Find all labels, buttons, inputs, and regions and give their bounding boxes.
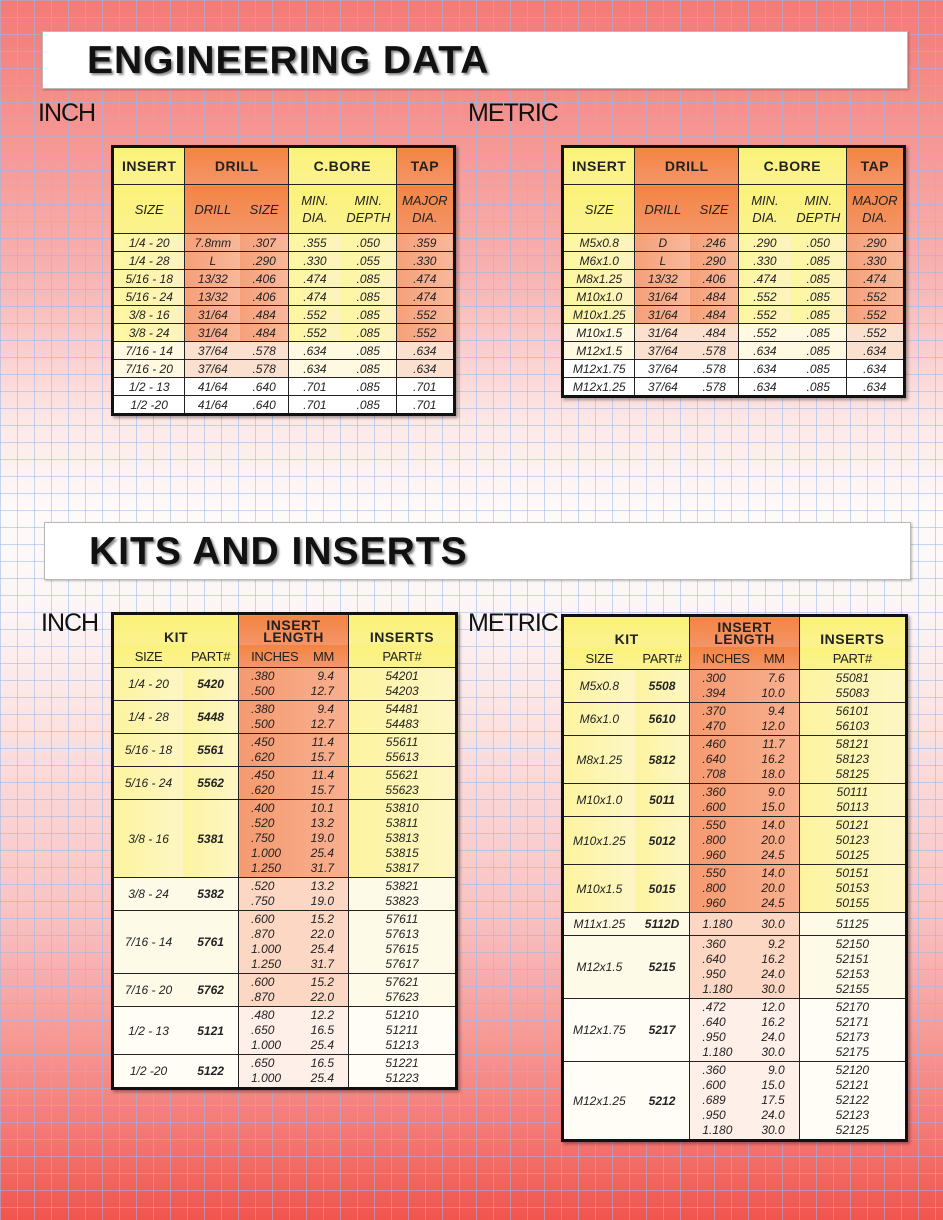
kit-size: M10x1.0 [563,784,635,817]
kit-inserts: 53821 53823 [349,878,457,911]
kit-lengths: .450 11.4 .620 15.7 [239,767,349,800]
cell-major-dia: .474 [846,270,904,288]
kits-inch-table [111,612,458,1090]
subheader-inserts-part: PART# [349,645,457,668]
cell-drill: 31/64 [635,306,690,324]
kits-inch-body [113,668,457,1089]
kit-part: 5420 [183,668,238,701]
subheader-drill: DRILL [635,185,690,234]
kit-size: 5/16 - 18 [113,734,184,767]
kit-row [563,736,907,784]
cell-drill-size: .406 [240,270,288,288]
kit-row [113,800,457,878]
cell-drill: 37/64 [635,360,690,378]
kit-row [563,670,907,703]
table-row [563,360,905,378]
cell-major-dia: .634 [846,378,904,397]
subheader-major-dia: MAJOR DIA. [396,185,454,234]
kit-lengths: .460 11.7 .640 16.2 .708 18.0 [690,736,799,784]
cell-drill-size: .484 [240,306,288,324]
kit-inserts: 57611 57613 57615 57617 [349,911,457,974]
cell-drill-size: .406 [240,288,288,306]
kit-part: 5217 [635,999,690,1062]
subheader-part: PART# [183,645,238,668]
kit-row [563,865,907,913]
cell-min-dia: .634 [289,342,341,360]
cell-drill-size: .246 [690,234,738,252]
cell-min-depth: .085 [791,306,846,324]
kit-row [113,668,457,701]
cell-size: M12x1.25 [563,378,635,397]
cell-drill-size: .578 [240,342,288,360]
cell-drill-size: .640 [240,378,288,396]
subheader-inches-mm: INCHES MM [239,645,349,668]
kit-lengths: .300 7.6 .394 10.0 [690,670,799,703]
cell-major-dia: .330 [396,252,454,270]
cell-min-depth: .085 [791,270,846,288]
cell-drill: 13/32 [185,288,240,306]
header-insert: INSERT [563,147,635,185]
kit-lengths: .472 12.0 .640 16.2 .950 24.0 1.180 30.0 [690,999,799,1062]
kit-row [563,703,907,736]
kit-row [113,878,457,911]
engineering-inch-header [113,147,455,234]
kit-size: 5/16 - 24 [113,767,184,800]
kit-size: M11x1.25 [563,913,635,936]
cell-size: M12x1.75 [563,360,635,378]
cell-min-dia: .474 [289,270,341,288]
kit-inserts: 52150 52151 52153 52155 [799,936,906,999]
cell-min-depth: .085 [341,288,396,306]
table-row [113,360,455,378]
kit-lengths: .600 15.2 .870 22.0 1.000 25.4 1.250 31.7 [239,911,349,974]
kit-size: 1/2 - 13 [113,1007,184,1055]
table-row [563,324,905,342]
cell-size: 5/16 - 24 [113,288,185,306]
kit-row [113,1007,457,1055]
cell-size: M12x1.5 [563,342,635,360]
table-row [113,234,455,252]
kit-row [113,974,457,1007]
cell-drill-size: .406 [690,270,738,288]
kit-size: M6x1.0 [563,703,635,736]
header-insert-length: INSERT LENGTH [690,616,799,648]
kit-part: 5012 [635,817,690,865]
header-kit: KIT [563,616,690,648]
cell-drill: L [635,252,690,270]
cell-drill-size: .640 [240,396,288,415]
cell-size: 7/16 - 20 [113,360,185,378]
cell-min-dia: .634 [739,360,791,378]
kit-part: 5122 [183,1055,238,1089]
cell-drill: 41/64 [185,396,240,415]
cell-major-dia: .634 [396,342,454,360]
kit-lengths: .370 9.4 .470 12.0 [690,703,799,736]
kit-size: 7/16 - 20 [113,974,184,1007]
cell-major-dia: .701 [396,396,454,415]
kit-size: 1/4 - 20 [113,668,184,701]
engineering-metric-body [563,234,905,397]
engineering-metric-header [563,147,905,234]
subheader-size: SIZE [113,185,185,234]
header-inserts: INSERTS [799,616,906,648]
cell-major-dia: .552 [846,288,904,306]
subheader-min-dia: MIN. DIA. [739,185,791,234]
kit-part: 5762 [183,974,238,1007]
header-inserts: INSERTS [349,614,457,646]
cell-major-dia: .634 [846,342,904,360]
kits-inch-header [113,614,457,668]
cell-drill: 41/64 [185,378,240,396]
kit-size: 1/2 -20 [113,1055,184,1089]
header-cbore: C.BORE [289,147,397,185]
kit-row [563,1062,907,1141]
subheader-drill-size: SIZE [690,185,738,234]
engineering-metric-table [561,145,906,398]
cell-drill-size: .484 [690,324,738,342]
kit-inserts: 50111 50113 [799,784,906,817]
cell-min-dia: .355 [289,234,341,252]
cell-min-dia: .330 [739,252,791,270]
cell-drill: 31/64 [185,306,240,324]
cell-drill-size: .484 [690,306,738,324]
cell-size: 1/2 -20 [113,396,185,415]
subheader-inches-mm: INCHES MM [690,647,799,670]
kit-size: M12x1.25 [563,1062,635,1141]
cell-size: M10x1.5 [563,324,635,342]
cell-size: 7/16 - 14 [113,342,185,360]
kit-inserts: 52170 52171 52173 52175 [799,999,906,1062]
cell-min-depth: .085 [791,342,846,360]
table-row [113,306,455,324]
cell-major-dia: .474 [396,270,454,288]
header-drill: DRILL [185,147,289,185]
kit-part: 5381 [183,800,238,878]
kit-size: M12x1.75 [563,999,635,1062]
kit-inserts: 56101 56103 [799,703,906,736]
kit-size: 3/8 - 16 [113,800,184,878]
subheader-drill-size: SIZE [240,185,288,234]
kits-inserts-title: KITS AND INSERTS [89,530,468,573]
kit-lengths: .550 14.0 .800 20.0 .960 24.5 [690,817,799,865]
cell-size: 1/2 - 13 [113,378,185,396]
cell-major-dia: .290 [846,234,904,252]
cell-drill-size: .578 [690,360,738,378]
engineering-inch-body [113,234,455,415]
cell-major-dia: .552 [396,306,454,324]
table-row [113,270,455,288]
subheader-part: PART# [635,647,690,670]
cell-min-dia: .474 [289,288,341,306]
kit-lengths: .480 12.2 .650 16.5 1.000 25.4 [239,1007,349,1055]
cell-min-depth: .085 [341,342,396,360]
cell-min-depth: .085 [341,270,396,288]
cell-min-depth: .085 [341,306,396,324]
header-cbore: C.BORE [739,147,847,185]
kit-lengths: .360 9.0 .600 15.0 .689 17.5 .950 24.0 1.180 30.0 [690,1062,799,1141]
cell-min-depth: .050 [341,234,396,252]
cell-min-dia: .552 [289,324,341,342]
cell-major-dia: .330 [846,252,904,270]
kit-inserts: 55621 55623 [349,767,457,800]
cell-drill-size: .307 [240,234,288,252]
kit-size: 7/16 - 14 [113,911,184,974]
kit-part: 5508 [635,670,690,703]
table-row [113,396,455,415]
kit-inserts: 51221 51223 [349,1055,457,1089]
kits-inserts-banner [44,522,911,580]
subheader-size: SIZE [563,185,635,234]
cell-size: 1/4 - 20 [113,234,185,252]
kit-row [563,913,907,936]
cell-drill-size: .484 [690,288,738,306]
kits-inch-label: INCH [41,609,99,637]
kits-metric-body [563,670,907,1141]
cell-min-depth: .085 [791,360,846,378]
table-row [563,342,905,360]
cell-major-dia: .701 [396,378,454,396]
kit-inserts: 51210 51211 51213 [349,1007,457,1055]
kit-row [113,911,457,974]
cell-min-depth: .085 [791,324,846,342]
cell-drill: 31/64 [185,324,240,342]
cell-major-dia: .552 [846,306,904,324]
kit-size: M8x1.25 [563,736,635,784]
kit-inserts: 54481 54483 [349,701,457,734]
cell-min-dia: .290 [739,234,791,252]
subheader-size: SIZE [563,647,635,670]
table-row [563,378,905,397]
kit-inserts: 58121 58123 58125 [799,736,906,784]
table-row [113,324,455,342]
cell-drill: 13/32 [185,270,240,288]
cell-min-dia: .330 [289,252,341,270]
cell-drill-size: .484 [240,324,288,342]
table-row [113,378,455,396]
cell-drill-size: .290 [690,252,738,270]
cell-drill-size: .578 [690,342,738,360]
kit-inserts: 52120 52121 52122 52123 52125 [799,1062,906,1141]
table-row [563,306,905,324]
subheader-inserts-part: PART# [799,647,906,670]
cell-min-depth: .085 [791,252,846,270]
cell-size: 3/8 - 24 [113,324,185,342]
kit-inserts: 57621 57623 [349,974,457,1007]
kit-inserts: 55611 55613 [349,734,457,767]
table-row [113,252,455,270]
kits-metric-label: METRIC [468,609,558,637]
cell-drill: 31/64 [635,288,690,306]
kit-size: M5x0.8 [563,670,635,703]
kit-inserts: 50151 50153 50155 [799,865,906,913]
kit-row [113,734,457,767]
cell-size: M10x1.0 [563,288,635,306]
cell-drill: D [635,234,690,252]
engineering-metric-label: METRIC [468,99,558,127]
cell-major-dia: .634 [396,360,454,378]
cell-major-dia: .474 [396,288,454,306]
kits-metric-header [563,616,907,670]
cell-drill: L [185,252,240,270]
kit-lengths: .380 9.4 .500 12.7 [239,668,349,701]
table-row [113,342,455,360]
header-tap: TAP [396,147,454,185]
cell-drill-size: .578 [240,360,288,378]
kit-part: 5610 [635,703,690,736]
cell-min-dia: .552 [739,306,791,324]
engineering-inch-table [111,145,456,416]
cell-min-depth: .085 [341,360,396,378]
kit-part: 5812 [635,736,690,784]
cell-drill: 37/64 [185,360,240,378]
kit-size: M10x1.5 [563,865,635,913]
cell-size: M6x1.0 [563,252,635,270]
kit-inserts: 53810 53811 53813 53815 53817 [349,800,457,878]
cell-size: M8x1.25 [563,270,635,288]
kit-part: 5212 [635,1062,690,1141]
kit-part: 5121 [183,1007,238,1055]
header-tap: TAP [846,147,904,185]
cell-drill: 7.8mm [185,234,240,252]
kit-row [563,817,907,865]
kit-part: 5448 [183,701,238,734]
kit-part: 5011 [635,784,690,817]
table-row [113,288,455,306]
table-row [563,270,905,288]
table-row [563,252,905,270]
header-drill: DRILL [635,147,739,185]
kit-inserts: 51125 [799,913,906,936]
cell-min-dia: .552 [739,288,791,306]
kit-inserts: 55081 55083 [799,670,906,703]
cell-min-depth: .085 [341,378,396,396]
cell-min-dia: .634 [289,360,341,378]
subheader-size: SIZE [113,645,184,668]
kit-lengths: .380 9.4 .500 12.7 [239,701,349,734]
kit-size: 3/8 - 24 [113,878,184,911]
cell-min-dia: .552 [739,324,791,342]
cell-min-depth: .085 [341,324,396,342]
kit-size: M10x1.25 [563,817,635,865]
cell-min-dia: .552 [289,306,341,324]
cell-min-depth: .085 [341,396,396,415]
cell-drill-size: .290 [240,252,288,270]
cell-min-dia: .634 [739,378,791,397]
kit-row [113,1055,457,1089]
kit-row [563,784,907,817]
kit-lengths: .400 10.1 .520 13.2 .750 19.0 1.000 25.4 1.250 31.7 [239,800,349,878]
kit-row [113,701,457,734]
subheader-min-depth: MIN. DEPTH [341,185,396,234]
table-row [563,288,905,306]
engineering-data-title: ENGINEERING DATA [87,39,490,82]
kit-part: 5215 [635,936,690,999]
kits-metric-table [561,614,908,1142]
cell-min-depth: .055 [341,252,396,270]
kit-row [563,936,907,999]
header-insert-length: INSERT LENGTH [239,614,349,646]
table-row [563,234,905,252]
cell-drill: 37/64 [635,378,690,397]
kit-size: M12x1.5 [563,936,635,999]
kit-lengths: .550 14.0 .800 20.0 .960 24.5 [690,865,799,913]
kit-lengths: .360 9.2 .640 16.2 .950 24.0 1.180 30.0 [690,936,799,999]
cell-size: M10x1.25 [563,306,635,324]
engineering-inch-label: INCH [38,99,96,127]
kit-lengths: .450 11.4 .620 15.7 [239,734,349,767]
kit-part: 5112D [635,913,690,936]
cell-size: 1/4 - 28 [113,252,185,270]
subheader-major-dia: MAJOR DIA. [846,185,904,234]
cell-drill: 37/64 [185,342,240,360]
cell-major-dia: .552 [396,324,454,342]
kit-part: 5382 [183,878,238,911]
kit-inserts: 50121 50123 50125 [799,817,906,865]
engineering-data-banner [42,31,908,89]
cell-drill: 13/32 [635,270,690,288]
kit-lengths: 1.180 30.0 [690,913,799,936]
cell-min-dia: .701 [289,378,341,396]
cell-drill: 37/64 [635,342,690,360]
kit-inserts: 54201 54203 [349,668,457,701]
kit-lengths: .650 16.5 1.000 25.4 [239,1055,349,1089]
kit-lengths: .600 15.2 .870 22.0 [239,974,349,1007]
cell-size: M5x0.8 [563,234,635,252]
kit-row [113,767,457,800]
kit-part: 5015 [635,865,690,913]
cell-min-dia: .634 [739,342,791,360]
subheader-min-depth: MIN. DEPTH [791,185,846,234]
cell-min-depth: .085 [791,288,846,306]
kit-row [563,999,907,1062]
kit-part: 5562 [183,767,238,800]
cell-min-dia: .474 [739,270,791,288]
kit-lengths: .520 13.2 .750 19.0 [239,878,349,911]
cell-size: 5/16 - 18 [113,270,185,288]
cell-drill-size: .578 [690,378,738,397]
header-insert: INSERT [113,147,185,185]
cell-min-dia: .701 [289,396,341,415]
subheader-drill: DRILL [185,185,240,234]
subheader-min-dia: MIN. DIA. [289,185,341,234]
kit-part: 5561 [183,734,238,767]
kit-lengths: .360 9.0 .600 15.0 [690,784,799,817]
kit-size: 1/4 - 28 [113,701,184,734]
cell-size: 3/8 - 16 [113,306,185,324]
cell-min-depth: .050 [791,234,846,252]
kit-part: 5761 [183,911,238,974]
cell-major-dia: .359 [396,234,454,252]
cell-drill: 31/64 [635,324,690,342]
cell-min-depth: .085 [791,378,846,397]
header-kit: KIT [113,614,239,646]
cell-major-dia: .634 [846,360,904,378]
cell-major-dia: .552 [846,324,904,342]
